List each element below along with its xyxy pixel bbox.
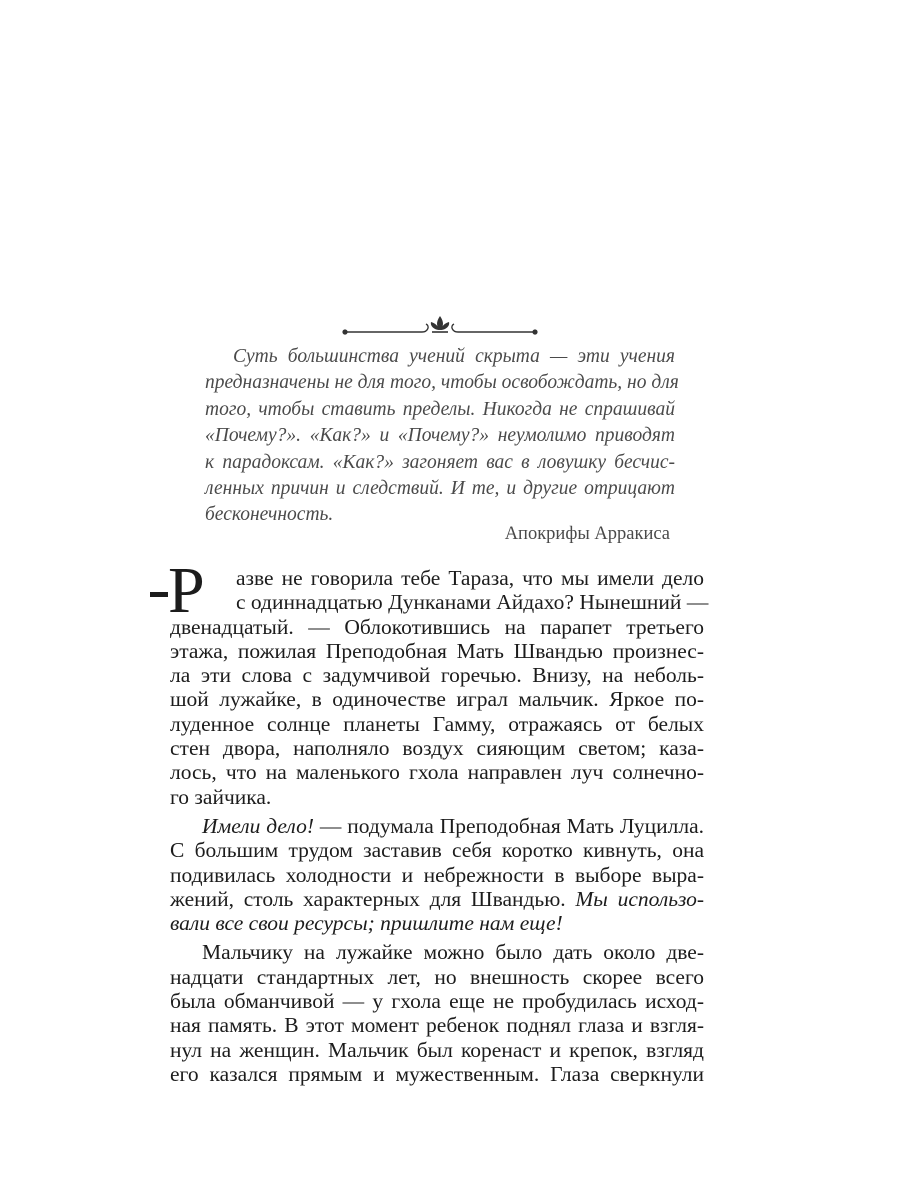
epigraph-line: бесконечность. xyxy=(205,504,334,526)
epigraph-line: предназначены не для того, чтобы освобождать, но для xyxy=(205,372,679,394)
p1-line: лось, что на маленького гхола направлен луч солнечно- xyxy=(170,760,704,785)
p1-line: шой лужайке, в одиночестве играл мальчик. Яркое по- xyxy=(170,687,704,712)
p1-line: двенадцатый. — Облокотившись на парапет третьего xyxy=(170,614,704,639)
p1-line: стен двора, наполняло воздух сияющим светом; каза- xyxy=(170,736,704,761)
p2-line: подивилась холодности и небрежности в выборе выра- xyxy=(170,862,704,887)
p3-line: ная память. В этот момент ребенок поднял глаза и взгля- xyxy=(170,1013,704,1038)
epigraph-line: «Почему?». «Как?» и «Почему?» неумолимо приводят xyxy=(205,425,675,447)
epigraph xyxy=(205,344,679,529)
drop-cap-letter: Р xyxy=(168,554,205,627)
p3-line: нул на женщин. Мальчик был коренаст и крепок, взгляд xyxy=(170,1037,704,1062)
p2-text: жений, столь характерных для Швандью. xyxy=(170,886,576,911)
p2-line: вали все свои ресурсы; пришлите нам еще! xyxy=(170,911,563,936)
p3-line: была обманчивой — у гхола еще не пробудилась исход- xyxy=(170,989,704,1014)
p2-italic-phrase: Имели дело! xyxy=(202,813,314,838)
epigraph-source: Апокрифы Арракиса xyxy=(504,524,670,544)
p1-line: этажа, пожилая Преподобная Мать Швандью произнес- xyxy=(170,638,704,663)
p3-line: надцати стандартных лет, но внешность скорее всего xyxy=(170,964,704,989)
p3-line: его казался прямым и мужественным. Глаза сверкнули xyxy=(170,1061,704,1086)
epigraph-line: Суть большинства учений скрыта — эти учения xyxy=(233,346,675,367)
epigraph-line: ленных причин и следствий. И те, и другие отрицают xyxy=(205,477,675,499)
p2-italic-phrase: Мы использо- xyxy=(575,886,704,911)
p2-line xyxy=(170,887,704,911)
ornament-divider xyxy=(340,312,540,340)
p1-line: го зайчика. xyxy=(170,784,272,809)
p1-line: ла эти слова с задумчивой горечью. Внизу, на неболь- xyxy=(170,663,704,688)
p2-text: — подумала Преподобная Мать Луцилла. xyxy=(313,813,705,838)
p2-line: С большим трудом заставив себя коротко кивнуть, она xyxy=(170,838,704,863)
drop-cap-dash xyxy=(150,592,168,597)
p3-line: Мальчику на лужайке можно было дать около две- xyxy=(202,940,704,965)
epigraph-line: к парадоксам. «Как?» загоняет вас в ловушку бесчис- xyxy=(205,451,675,473)
p1-line: с одиннадцатью Дунканами Айдахо? Нынешний — xyxy=(236,590,709,615)
p2-line xyxy=(170,814,704,838)
p1-line: азве не говорила тебе Тараза, что мы имели дело xyxy=(236,566,704,590)
p1-line: луденное солнце планеты Гамму, отражаясь от белых xyxy=(170,711,704,736)
body-text xyxy=(170,566,709,1086)
epigraph-line: того, чтобы ставить пределы. Никогда не спрашивай xyxy=(205,398,675,420)
